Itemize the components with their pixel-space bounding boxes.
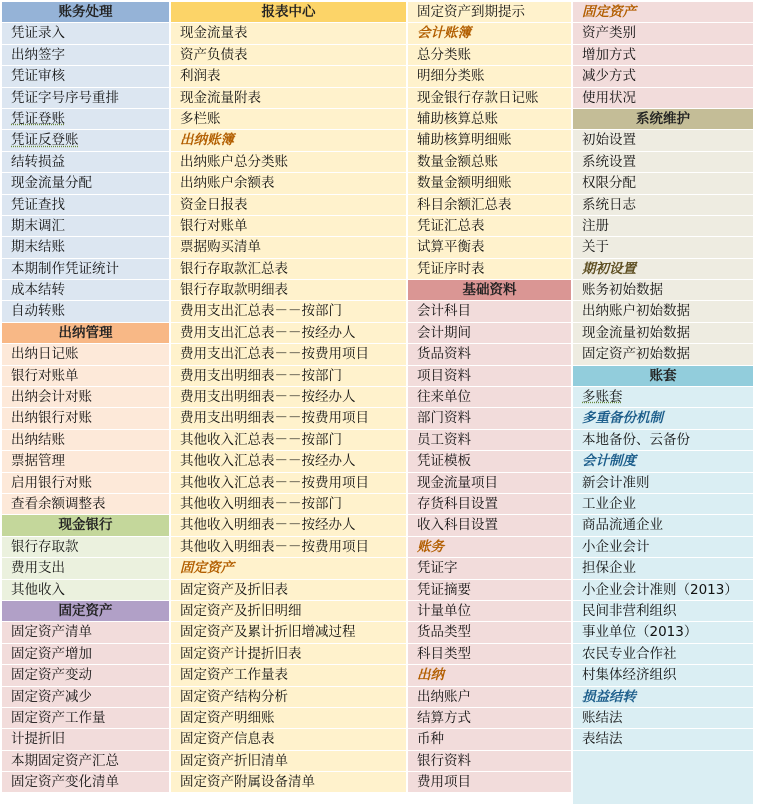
list-item[interactable]: 民间非营利组织 <box>573 601 753 621</box>
list-item[interactable]: 凭证登账 <box>2 109 169 129</box>
list-item[interactable]: 项目资料 <box>408 366 571 386</box>
list-item[interactable]: 本期制作凭证统计 <box>2 259 169 279</box>
list-item[interactable]: 其他收入汇总表－－按费用项目 <box>171 473 406 493</box>
list-item[interactable]: 表结法 <box>573 729 753 749</box>
list-item[interactable]: 固定资产及累计折旧增减过程 <box>171 622 406 642</box>
list-item[interactable]: 辅助核算明细账 <box>408 130 571 150</box>
list-item[interactable]: 初始设置 <box>573 130 753 150</box>
list-item[interactable]: 固定资产计提折旧表 <box>171 644 406 664</box>
list-item[interactable]: 存货科目设置 <box>408 494 571 514</box>
list-item[interactable]: 银行对账单 <box>2 366 169 386</box>
list-item[interactable]: 固定资产减少 <box>2 687 169 707</box>
list-item[interactable]: 利润表 <box>171 66 406 86</box>
list-item[interactable]: 资产负债表 <box>171 45 406 65</box>
list-item[interactable]: 资产类别 <box>573 23 753 43</box>
list-item[interactable]: 凭证字 <box>408 558 571 578</box>
list-item[interactable]: 固定资产结构分析 <box>171 687 406 707</box>
list-item[interactable]: 权限分配 <box>573 173 753 193</box>
list-item[interactable]: 固定资产变化清单 <box>2 772 169 792</box>
section-header-cashier: 出纳管理 <box>2 323 169 343</box>
list-item[interactable]: 出纳会计对账 <box>2 387 169 407</box>
list-item[interactable]: 明细分类账 <box>408 66 571 86</box>
list-item[interactable]: 固定资产工作量 <box>2 708 169 728</box>
list-item[interactable]: 出纳银行对账 <box>2 408 169 428</box>
list-item[interactable]: 使用状况 <box>573 88 753 108</box>
list-item[interactable]: 银行对账单 <box>171 216 406 236</box>
list-item[interactable]: 总分类账 <box>408 45 571 65</box>
list-item[interactable]: 出纳日记账 <box>2 344 169 364</box>
subheader-opening-settings: 期初设置 <box>573 259 753 279</box>
list-item[interactable]: 成本结转 <box>2 280 169 300</box>
list-item[interactable]: 其他收入汇总表－－按部门 <box>171 430 406 450</box>
list-item[interactable]: 小企业会计 <box>573 537 753 557</box>
list-item[interactable]: 固定资产增加 <box>2 644 169 664</box>
list-item[interactable]: 费用支出汇总表－－按部门 <box>171 301 406 321</box>
section-header-system-maintenance: 系统维护 <box>573 109 753 129</box>
section-header-report-center: 报表中心 <box>171 2 406 22</box>
column-accounting <box>2 2 169 804</box>
list-item[interactable]: 固定资产到期提示 <box>408 2 571 22</box>
list-item[interactable]: 结转损益 <box>2 152 169 172</box>
list-item[interactable]: 多账套 <box>573 387 753 407</box>
list-item[interactable]: 票据管理 <box>2 451 169 471</box>
list-item[interactable]: 固定资产附属设备清单 <box>171 772 406 792</box>
list-item[interactable]: 注册 <box>573 216 753 236</box>
list-item[interactable]: 费用支出汇总表－－按经办人 <box>171 323 406 343</box>
list-item[interactable]: 固定资产及折旧明细 <box>171 601 406 621</box>
list-item[interactable]: 凭证字号序号重排 <box>2 88 169 108</box>
column-system <box>573 2 753 804</box>
list-item[interactable]: 固定资产初始数据 <box>573 344 753 364</box>
list-item[interactable]: 凭证摘要 <box>408 580 571 600</box>
list-item[interactable]: 查看余额调整表 <box>2 494 169 514</box>
list-item[interactable]: 银行存取款 <box>2 537 169 557</box>
list-item[interactable]: 结算方式 <box>408 708 571 728</box>
section-header-basic-data: 基础资料 <box>408 280 571 300</box>
list-item[interactable]: 出纳账户余额表 <box>171 173 406 193</box>
list-item[interactable]: 费用支出明细表－－按经办人 <box>171 387 406 407</box>
list-item[interactable]: 现金流量附表 <box>171 88 406 108</box>
section-header-account-sets: 账套 <box>573 366 753 386</box>
list-item[interactable]: 计提折旧 <box>2 729 169 749</box>
list-item[interactable]: 其他收入汇总表－－按经办人 <box>171 451 406 471</box>
column-books-basics <box>408 2 571 804</box>
list-item[interactable]: 凭证录入 <box>2 23 169 43</box>
list-item[interactable]: 费用支出明细表－－按费用项目 <box>171 408 406 428</box>
list-item[interactable]: 固定资产工作量表 <box>171 665 406 685</box>
subheader-accounting-books: 会计账簿 <box>408 23 571 43</box>
list-item[interactable]: 减少方式 <box>573 66 753 86</box>
list-item[interactable]: 农民专业合作社 <box>573 644 753 664</box>
list-item[interactable]: 凭证反登账 <box>2 130 169 150</box>
subheader-cashier: 出纳 <box>408 665 571 685</box>
subheader-fixed-assets: 固定资产 <box>171 558 406 578</box>
list-item[interactable]: 固定资产变动 <box>2 665 169 685</box>
list-item[interactable]: 期末调汇 <box>2 216 169 236</box>
list-item[interactable]: 工业企业 <box>573 494 753 514</box>
list-item[interactable]: 科目余额汇总表 <box>408 195 571 215</box>
subheader-fixed-assets-settings: 固定资产 <box>573 2 753 22</box>
section-header-fixed-assets: 固定资产 <box>2 601 169 621</box>
list-item[interactable]: 票据购买清单 <box>171 237 406 257</box>
list-item[interactable]: 账结法 <box>573 708 753 728</box>
list-item[interactable]: 事业单位（2013） <box>573 622 753 642</box>
list-item[interactable]: 货品资料 <box>408 344 571 364</box>
section-header-accounting: 账务处理 <box>2 2 169 22</box>
list-item[interactable]: 关于 <box>573 237 753 257</box>
list-item[interactable]: 费用支出汇总表－－按费用项目 <box>171 344 406 364</box>
list-item[interactable]: 村集体经济组织 <box>573 665 753 685</box>
list-item[interactable]: 往来单位 <box>408 387 571 407</box>
list-item[interactable]: 出纳账户 <box>408 687 571 707</box>
list-item[interactable]: 辅助核算总账 <box>408 109 571 129</box>
list-item[interactable]: 数量金额总账 <box>408 152 571 172</box>
list-item[interactable]: 现金流量表 <box>171 23 406 43</box>
list-item[interactable]: 自动转账 <box>2 301 169 321</box>
list-item[interactable]: 固定资产信息表 <box>171 729 406 749</box>
list-item[interactable]: 货品类型 <box>408 622 571 642</box>
list-item[interactable]: 启用银行对账 <box>2 473 169 493</box>
list-item[interactable]: 出纳账户初始数据 <box>573 301 753 321</box>
list-item[interactable]: 多栏账 <box>171 109 406 129</box>
list-item[interactable]: 费用支出 <box>2 558 169 578</box>
subheader-backup: 多重备份机制 <box>573 408 753 428</box>
feature-grid <box>2 2 757 804</box>
list-item[interactable]: 新会计准则 <box>573 473 753 493</box>
list-item[interactable]: 数量金额明细账 <box>408 173 571 193</box>
list-item[interactable]: 固定资产清单 <box>2 622 169 642</box>
list-item[interactable]: 其他收入明细表－－按部门 <box>171 494 406 514</box>
list-item[interactable]: 费用支出明细表－－按部门 <box>171 366 406 386</box>
list-item[interactable]: 现金流量初始数据 <box>573 323 753 343</box>
subheader-pnl-transfer: 损益结转 <box>573 687 753 707</box>
list-item[interactable]: 资金日报表 <box>171 195 406 215</box>
list-item[interactable]: 账务初始数据 <box>573 280 753 300</box>
list-item[interactable]: 试算平衡表 <box>408 237 571 257</box>
list-item[interactable]: 小企业会计准则（2013） <box>573 580 753 600</box>
list-item[interactable]: 系统设置 <box>573 152 753 172</box>
subheader-accounting-system: 会计制度 <box>573 451 753 471</box>
list-item[interactable]: 币种 <box>408 729 571 749</box>
list-item[interactable]: 银行存取款明细表 <box>171 280 406 300</box>
list-item[interactable]: 现金银行存款日记账 <box>408 88 571 108</box>
list-item[interactable]: 计量单位 <box>408 601 571 621</box>
list-item[interactable]: 凭证汇总表 <box>408 216 571 236</box>
list-item[interactable]: 固定资产及折旧表 <box>171 580 406 600</box>
list-item[interactable]: 固定资产明细账 <box>171 708 406 728</box>
list-item[interactable]: 员工资料 <box>408 430 571 450</box>
list-item[interactable]: 凭证序时表 <box>408 259 571 279</box>
subheader-accounts: 账务 <box>408 537 571 557</box>
list-item[interactable]: 其他收入 <box>2 580 169 600</box>
list-item[interactable]: 本期固定资产汇总 <box>2 751 169 771</box>
list-item[interactable]: 凭证查找 <box>2 195 169 215</box>
list-item[interactable]: 商品流通企业 <box>573 515 753 535</box>
list-item[interactable]: 增加方式 <box>573 45 753 65</box>
column-report-center <box>171 2 406 804</box>
list-item[interactable]: 会计期间 <box>408 323 571 343</box>
list-item[interactable]: 其他收入明细表－－按费用项目 <box>171 537 406 557</box>
list-item[interactable]: 银行资料 <box>408 751 571 771</box>
list-item[interactable]: 科目类型 <box>408 644 571 664</box>
list-item[interactable]: 固定资产折旧清单 <box>171 751 406 771</box>
list-item[interactable]: 现金流量项目 <box>408 473 571 493</box>
empty-filler <box>573 751 753 804</box>
list-item[interactable]: 担保企业 <box>573 558 753 578</box>
list-item[interactable]: 会计科目 <box>408 301 571 321</box>
list-item[interactable]: 凭证审核 <box>2 66 169 86</box>
list-item[interactable]: 本地备份、云备份 <box>573 430 753 450</box>
section-header-cash-bank: 现金银行 <box>2 515 169 535</box>
list-item[interactable]: 期末结账 <box>2 237 169 257</box>
list-item[interactable]: 收入科目设置 <box>408 515 571 535</box>
list-item[interactable]: 系统日志 <box>573 195 753 215</box>
list-item[interactable]: 出纳签字 <box>2 45 169 65</box>
list-item[interactable]: 其他收入明细表－－按经办人 <box>171 515 406 535</box>
list-item[interactable]: 部门资料 <box>408 408 571 428</box>
list-item[interactable]: 出纳账户总分类账 <box>171 152 406 172</box>
list-item[interactable]: 银行存取款汇总表 <box>171 259 406 279</box>
list-item[interactable]: 凭证模板 <box>408 451 571 471</box>
list-item[interactable]: 现金流量分配 <box>2 173 169 193</box>
list-item[interactable]: 费用项目 <box>408 772 571 792</box>
list-item[interactable]: 出纳结账 <box>2 430 169 450</box>
subheader-cashier-books: 出纳账簿 <box>171 130 406 150</box>
